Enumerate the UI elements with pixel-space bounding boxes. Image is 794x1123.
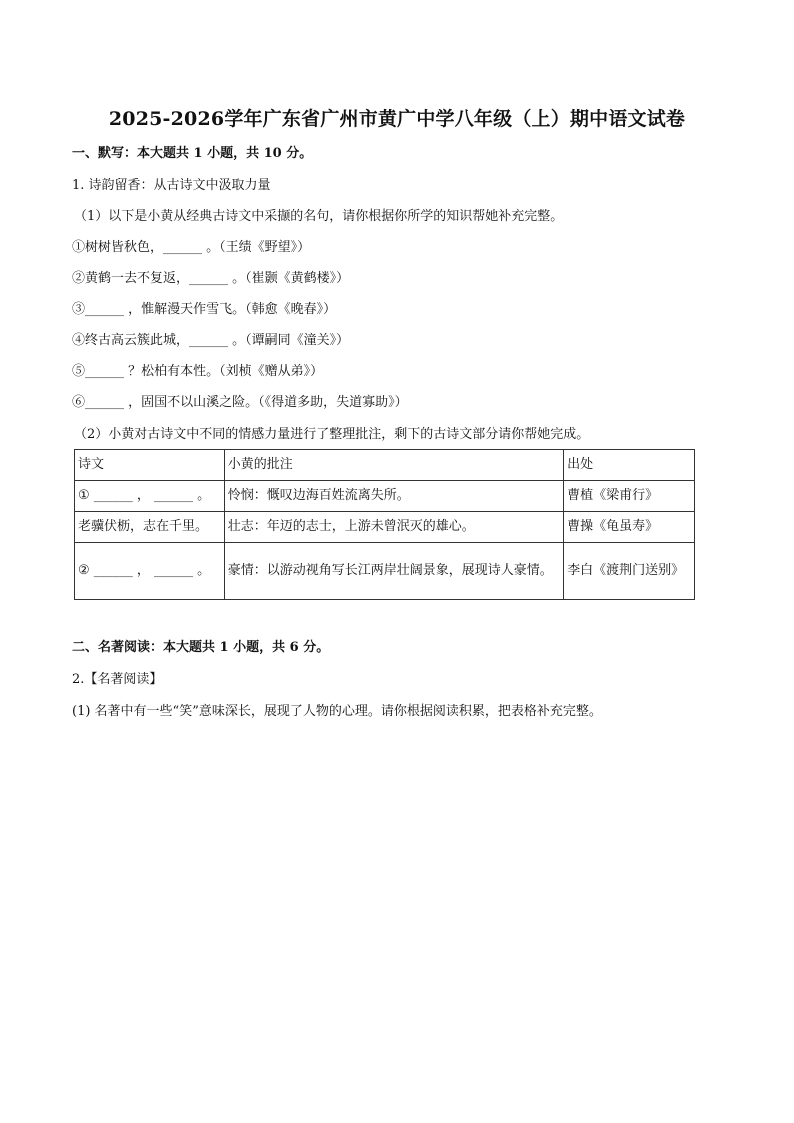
header-cell-annotation: 小黄的批注 — [224, 450, 563, 481]
table-cell: 豪情：以游动视角写长江两岸壮阔景象，展现诗人豪情。 — [224, 543, 563, 600]
section1-heading: 一、默写：本大题共 1 小题，共 10 分。 — [72, 146, 313, 161]
q1-title: 1. 诗韵留香：从古诗文中汲取力量 — [72, 178, 271, 193]
q2-part1-instruction: (1) 名著中有一些“笑”意味深长，展现了人物的心理。请你根据阅读积累，把表格补充完整。 — [72, 704, 602, 719]
fill-item-1: ①树树皆秋色，______ 。（王绩《野望》） — [72, 240, 311, 255]
fill-item-3: ③______ ，惟解漫天作雪飞。（韩愈《晚春》） — [72, 302, 337, 317]
table-cell: ② ______ ， ______ 。 — [75, 543, 225, 600]
header-cell-source: 出处 — [564, 450, 695, 481]
table-cell: 怜悯：慨叹边海百姓流离失所。 — [224, 481, 563, 512]
section2-heading: 二、名著阅读：本大题共 1 小题，共 6 分。 — [72, 640, 330, 655]
header-cell-poem: 诗文 — [75, 450, 225, 481]
table-cell: 曹植《梁甫行》 — [564, 481, 695, 512]
q1-part1-instruction: （1）以下是小黄从经典古诗文中采撷的名句，请你根据你所学的知识帮她补充完整。 — [74, 209, 564, 224]
page-title: 2025-2026学年广东省广州市黄广中学八年级（上）期中语文试卷 — [108, 108, 686, 130]
table-row — [75, 481, 695, 512]
fill-item-6: ⑥______ ，固国不以山溪之险。（《得道多助，失道寡助》） — [72, 395, 408, 410]
annotation-table — [74, 449, 695, 600]
fill-item-5: ⑤______ ？松柏有本性。（刘桢《赠从弟》） — [72, 364, 324, 379]
table-cell: 壮志：年迈的志士，上游未曾泯灭的雄心。 — [224, 512, 563, 543]
table-header-row — [75, 450, 695, 481]
table-cell: 曹操《龟虽寿》 — [564, 512, 695, 543]
fill-item-2: ②黄鹤一去不复返，______ 。（崔颢《黄鹤楼》） — [72, 271, 350, 286]
table-cell: ① ______ ， ______ 。 — [75, 481, 225, 512]
table-row — [75, 512, 695, 543]
q2-title: 2.【名著阅读】 — [72, 672, 163, 687]
table-row — [75, 543, 695, 600]
table-cell: 李白《渡荆门送别》 — [564, 543, 695, 600]
q1-part2-instruction: （2）小黄对古诗文中不同的情感力量进行了整理批注，剩下的古诗文部分请你帮她完成。 — [74, 427, 590, 442]
fill-item-4: ④终古高云簇此城，______ 。（谭嗣同《潼关》） — [72, 333, 350, 348]
table-cell: 老骥伏枥，志在千里。 — [75, 512, 225, 543]
